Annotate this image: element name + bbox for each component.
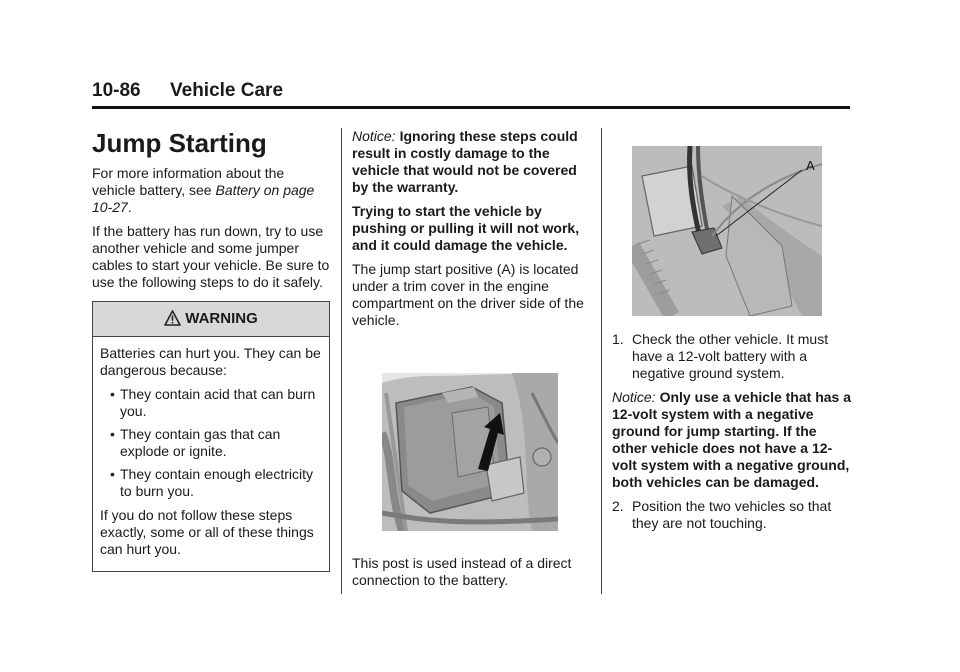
notice-text: Only use a vehicle that has a 12-volt system with a negative ground for jump starting. If the other vehicle does not have a 12-volt system with a negative ground, both vehicles can be damaged. (612, 389, 851, 490)
column-2 (352, 128, 590, 596)
run-down-paragraph: If the battery has run down, try to use another vehicle and some jumper cables to start your vehicle. Be sure to use the following steps to do it safely. (92, 223, 330, 290)
step-text: Check the other vehicle. It must have a 12-volt battery with a negative ground system. (632, 331, 829, 381)
warning-header (93, 302, 329, 337)
intro-period: . (127, 199, 132, 215)
figure-callout-a: A (806, 158, 815, 173)
column-divider (341, 128, 342, 594)
warning-triangle-icon (164, 305, 181, 339)
pushing-warning-paragraph: Trying to start the vehicle by pushing or pulling it will not work, and it could damage the vehicle. (352, 203, 580, 253)
bullet-icon: • (110, 386, 115, 402)
page-header (92, 80, 850, 109)
warning-outro: If you do not follow these steps exactly, some or all of these things can hurt you. (100, 507, 314, 557)
bullet-text: They contain enough electricity to burn you. (120, 466, 313, 499)
list-item (612, 498, 852, 532)
step-number: 1. (612, 331, 624, 347)
warning-body (93, 337, 329, 571)
column-3 (612, 128, 852, 539)
notice-label: Notice: (352, 128, 396, 144)
article-title: Jump Starting (92, 128, 267, 158)
figure-caption: This post is used instead of a direct connection to the battery. (352, 555, 572, 588)
section-title: Vehicle Care (170, 80, 284, 101)
battery-cross-reference[interactable]: Battery on page 10-27 (92, 182, 315, 215)
trim-cover-illustration (382, 373, 558, 531)
bullet-text: They contain acid that can burn you. (120, 386, 316, 419)
notice-paragraph (352, 128, 590, 196)
steps-list-a (612, 331, 852, 382)
step-text: Position the two vehicles so that they are not touching. (632, 498, 832, 531)
bullet-icon: • (110, 466, 115, 482)
notice-paragraph (612, 389, 852, 491)
intro-paragraph (92, 165, 330, 216)
step-number: 2. (612, 498, 624, 514)
notice-text: Ignoring these steps could result in costly damage to the vehicle that would not be covered by the warranty. (352, 128, 578, 195)
list-item (100, 466, 322, 500)
notice-label: Notice: (612, 389, 656, 405)
page-number: 10-86 (92, 80, 141, 101)
jump-start-location-paragraph: The jump start positive (A) is located under a trim cover in the engine compartment on the driver side of the vehicle. (352, 261, 584, 328)
intro-text: For more information about the vehicle battery, see (92, 165, 285, 198)
list-item (100, 386, 322, 420)
warning-list (100, 386, 322, 500)
warning-title: WARNING (185, 310, 258, 327)
warning-box (92, 301, 330, 572)
column-divider (601, 128, 602, 594)
bullet-text: They contain gas that can explode or ignite. (120, 426, 281, 459)
steps-list-b (612, 498, 852, 532)
list-item (100, 426, 322, 460)
column-1 (92, 128, 330, 572)
list-item (612, 331, 852, 382)
warning-intro: Batteries can hurt you. They can be dangerous because: (100, 345, 321, 378)
jump-start-post-illustration (632, 136, 828, 316)
bullet-icon: • (110, 426, 115, 442)
